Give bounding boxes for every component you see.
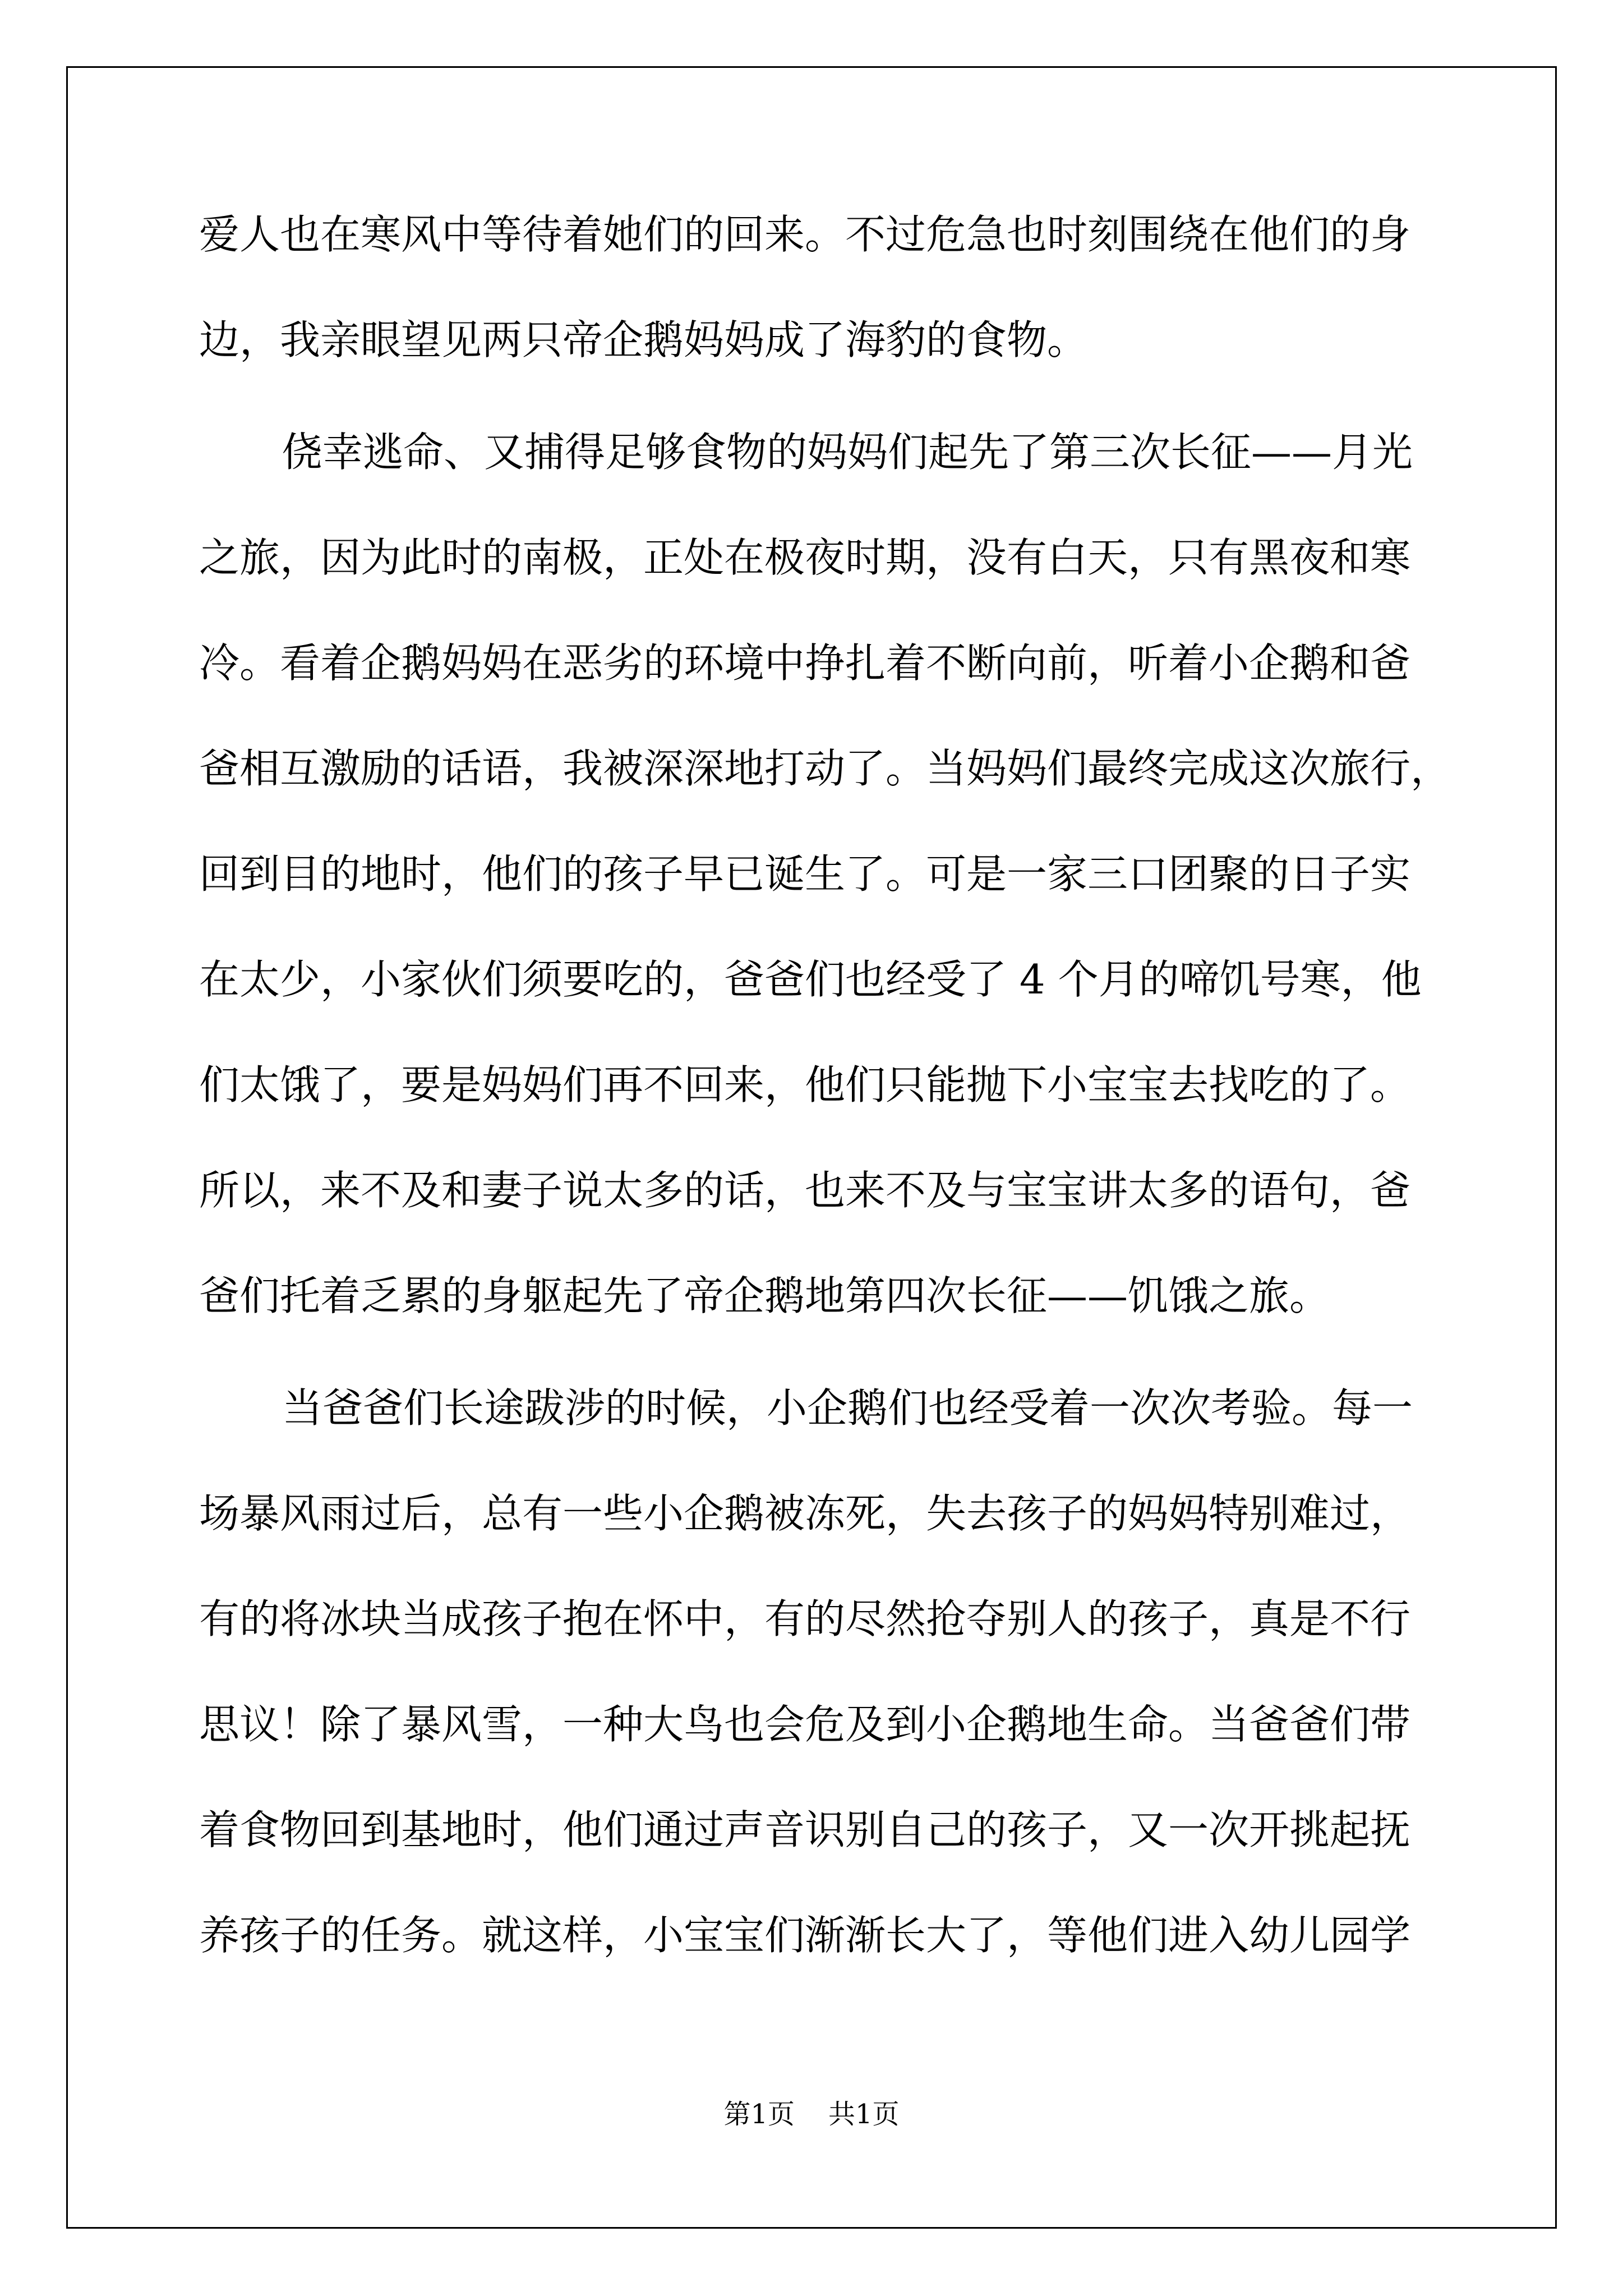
text-line: 爸们托着乏累的身躯起先了帝企鹅地第四次长征——饥饿之旅。 — [199, 1272, 1330, 1319]
text-line: 场暴风雨过后，总有一些小企鹅被冻死，失去孩子的妈妈特别难过， — [199, 1490, 1411, 1537]
document-body — [199, 206, 1451, 2013]
text-line: 之旅，因为此时的南极，正处在极夜时期，没有白天，只有黑夜和寒 — [199, 534, 1411, 581]
text-line: 在太少，小家伙们须要吃的，爸爸们也经受了 4 个月的啼饥号寒，他 — [199, 956, 1422, 1003]
text-line: 爱人也在寒风中等待着她们的回来。不过危急也时刻围绕在他们的身 — [199, 211, 1411, 258]
page-footer — [0, 2092, 1623, 2131]
page-total: 共1页 — [828, 2099, 900, 2130]
paragraph-first-line: 当爸爸们长途跋涉的时候，小企鹅们也经受着一次次考验。每一 — [282, 1384, 1413, 1432]
text-line: 回到目的地时，他们的孩子早已诞生了。可是一家三口团聚的日子实 — [199, 850, 1411, 898]
page-number: 第1页 — [723, 2099, 795, 2130]
text-line: 边，我亲眼望见两只帝企鹅妈妈成了海豹的食物。 — [199, 316, 1088, 364]
paragraph-first-line: 侥幸逃命、又捕得足够食物的妈妈们起先了第三次长征——月光 — [282, 429, 1413, 476]
text-line: 有的将冰块当成孩子抱在怀中，有的尽然抢夺别人的孩子，真是不行 — [199, 1595, 1411, 1642]
text-line: 冷。看着企鹅妈妈在恶劣的环境中挣扎着不断向前，听着小企鹅和爸 — [199, 639, 1411, 687]
text-line: 所以，来不及和妻子说太多的话，也来不及与宝宝讲太多的语句，爸 — [199, 1167, 1411, 1214]
text-line: 们太饿了，要是妈妈们再不回来，他们只能抛下小宝宝去找吃的了。 — [199, 1061, 1411, 1108]
text-line: 思议！除了暴风雪，一种大鸟也会危及到小企鹅地生命。当爸爸们带 — [199, 1701, 1411, 1748]
text-line: 着食物回到基地时，他们通过声音识别自己的孩子，又一次开挑起抚 — [199, 1806, 1411, 1853]
text-line: 养孩子的任务。就这样，小宝宝们渐渐长大了，等他们进入幼儿园学 — [199, 1912, 1411, 1959]
text-line: 爸相互激励的话语，我被深深地打动了。当妈妈们最终完成这次旅行， — [199, 745, 1451, 792]
